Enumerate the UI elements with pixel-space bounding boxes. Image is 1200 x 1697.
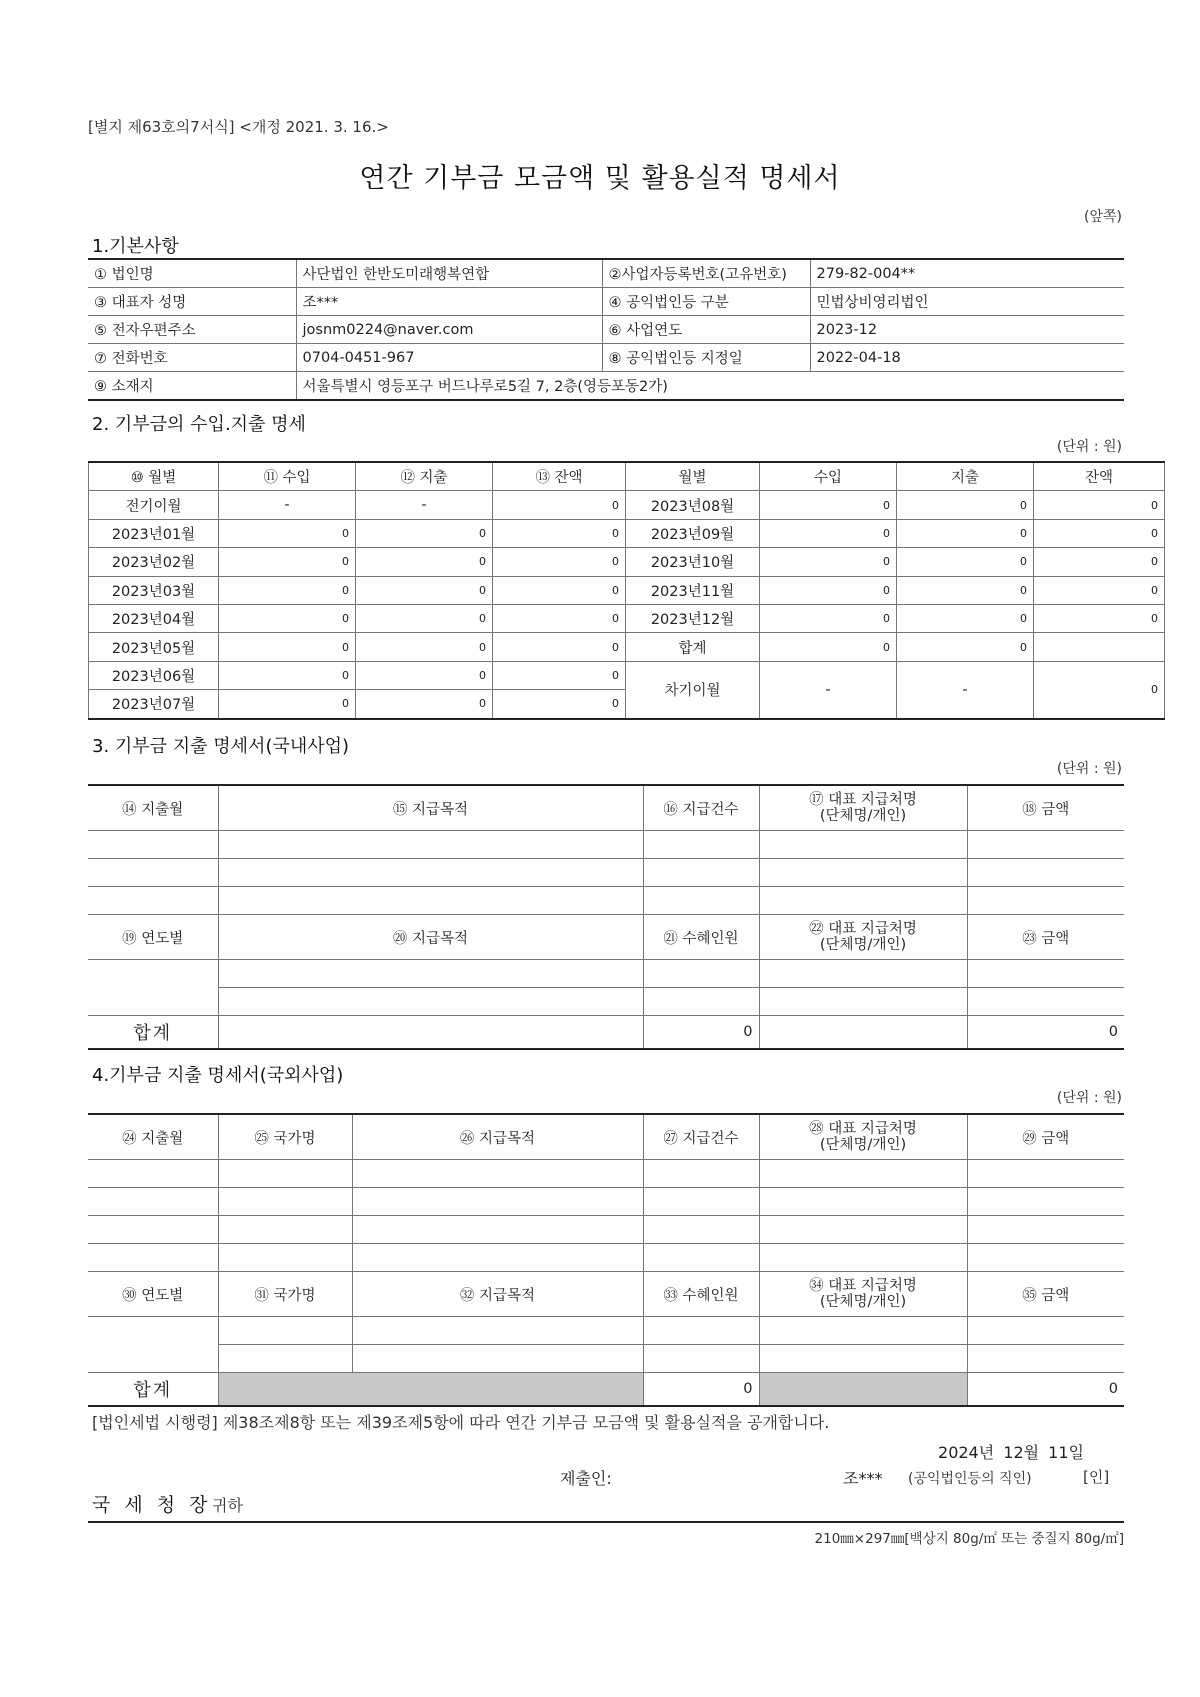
col-country-2: ㉛ 국가명 <box>218 1272 352 1317</box>
basic-row <box>88 316 1124 344</box>
col-amount: ⑱ 금액 <box>967 785 1124 831</box>
section-domestic-title: 3. 기부금 지출 명세서(국내사업) <box>92 736 350 757</box>
table-row <box>88 831 1124 859</box>
balance-cell: 0 <box>1034 604 1165 632</box>
col-count: ⑯ 지급건수 <box>643 785 759 831</box>
col-recipient-line1: ⑰ 대표 지급처명 <box>809 792 917 808</box>
col-month: ⑩ 월별 <box>89 462 219 491</box>
legal-notice: [법인세법 시행령] 제38조제8항 또는 제39조제5항에 따라 연간 기부금 모금액 및 활용실적을 공개합니다. <box>92 1413 830 1432</box>
label-corp-name: ① 법인명 <box>88 259 296 288</box>
expense-cell: 0 <box>356 548 493 576</box>
total-count: 0 <box>643 1373 759 1407</box>
value-phone: 0704-0451-967 <box>296 344 602 372</box>
table-row <box>88 1216 1124 1244</box>
col-beneficiaries: ㉑ 수혜인원 <box>643 915 759 960</box>
basic-row <box>88 288 1124 316</box>
month-cell: 2023년09월 <box>626 519 760 547</box>
income-cell: - <box>219 491 356 519</box>
unit-label: (단위 : 원) <box>1056 761 1122 777</box>
col-recipient <box>759 1114 967 1160</box>
balance-cell: 0 <box>1034 491 1165 519</box>
col-amount-2: ㉓ 금액 <box>967 915 1124 960</box>
table-row <box>88 960 1124 988</box>
col-recipient-2-line1: ㉞ 대표 지급처명 <box>809 1278 917 1294</box>
income-cell: 0 <box>760 576 897 604</box>
seal-mark: [인] <box>1083 1468 1110 1486</box>
label-corp-type: ④ 공익법인등 구분 <box>602 288 810 316</box>
col-expense-2: 지출 <box>897 462 1034 491</box>
carry-forward-label: 차기이월 <box>626 661 760 718</box>
section-overseas-title: 4.기부금 지출 명세서(국외사업) <box>92 1065 344 1086</box>
balance-cell: 0 <box>493 604 626 632</box>
balance-cell: 0 <box>493 690 626 719</box>
income-cell: 0 <box>760 491 897 519</box>
value-representative: 조*** <box>296 288 602 316</box>
section-income-title: 2. 기부금의 수입.지출 명세 <box>92 414 306 435</box>
col-year: ⑲ 연도별 <box>88 915 218 960</box>
table-row <box>89 491 1165 519</box>
shaded-cell <box>218 1373 643 1407</box>
balance-cell: 0 <box>1034 519 1165 547</box>
paper-spec: 210㎜×297㎜[백상지 80g/㎡ 또는 중질지 80g/㎡] <box>814 1531 1124 1547</box>
overseas-expense-table <box>88 1113 1124 1407</box>
overseas-total-row <box>88 1373 1124 1407</box>
expense-cell: 0 <box>897 604 1034 632</box>
month-cell: 2023년08월 <box>626 491 760 519</box>
col-purpose: ⑮ 지급목적 <box>218 785 643 831</box>
submitter-name: 조*** <box>843 1469 883 1488</box>
label-fiscal-year: ⑥ 사업연도 <box>602 316 810 344</box>
income-cell: 0 <box>219 604 356 632</box>
col-recipient-line1: ㉘ 대표 지급처명 <box>809 1121 917 1137</box>
carry-forward-income: - <box>760 661 897 718</box>
income-cell: 0 <box>219 633 356 661</box>
income-cell: 0 <box>760 548 897 576</box>
income-cell: 0 <box>760 604 897 632</box>
income-expense-table <box>88 461 1165 720</box>
label-address: ⑨ 소재지 <box>88 372 296 401</box>
domestic-header-row <box>88 785 1124 831</box>
col-income: ⑪ 수입 <box>219 462 356 491</box>
expense-cell: 0 <box>356 604 493 632</box>
unit-label: (단위 : 원) <box>1056 1090 1122 1106</box>
col-recipient-line2: (단체명/개인) <box>819 1137 907 1153</box>
label-representative: ③ 대표자 성명 <box>88 288 296 316</box>
basic-info-table <box>88 258 1124 401</box>
basic-row <box>88 372 1124 401</box>
total-label: 합계 <box>88 1373 218 1407</box>
total-label: 합계 <box>88 1016 218 1050</box>
section-basic-title: 1.기본사항 <box>92 236 179 257</box>
value-email: josnm0224@naver.com <box>296 316 602 344</box>
table-row <box>89 604 1165 632</box>
col-recipient-2-line2: (단체명/개인) <box>819 937 907 953</box>
value-designation-date: 2022-04-18 <box>810 344 1124 372</box>
bottom-divider <box>88 1521 1124 1523</box>
value-corp-type: 민법상비영리법인 <box>810 288 1124 316</box>
expense-cell: 0 <box>356 519 493 547</box>
col-balance: ⑬ 잔액 <box>493 462 626 491</box>
table-row <box>88 1160 1124 1188</box>
month-cell: 2023년04월 <box>89 604 219 632</box>
table-row <box>89 548 1165 576</box>
col-expense-month: ㉔ 지출월 <box>88 1114 218 1160</box>
income-cell: 0 <box>219 661 356 689</box>
col-month-2: 월별 <box>626 462 760 491</box>
label-business-number: ②사업자등록번호(고유번호) <box>602 259 810 288</box>
col-recipient-2 <box>759 915 967 960</box>
income-cell: 0 <box>219 548 356 576</box>
form-reference: [별지 제63호의7서식] <개정 2021. 3. 16.> <box>88 118 389 136</box>
label-phone: ⑦ 전화번호 <box>88 344 296 372</box>
income-cell: 0 <box>219 690 356 719</box>
expense-cell: 0 <box>356 633 493 661</box>
col-amount-2: ㉟ 금액 <box>967 1272 1124 1317</box>
month-cell: 2023년06월 <box>89 661 219 689</box>
income-cell: 0 <box>760 519 897 547</box>
document-title: 연간 기부금 모금액 및 활용실적 명세서 <box>359 163 841 194</box>
balance-cell: 0 <box>493 548 626 576</box>
basic-row <box>88 344 1124 372</box>
table-row <box>88 1317 1124 1345</box>
col-purpose-2: ㉜ 지급목적 <box>352 1272 643 1317</box>
total-count: 0 <box>643 1016 759 1050</box>
domestic-expense-table <box>88 784 1124 1050</box>
col-beneficiaries: ㉝ 수혜인원 <box>643 1272 759 1317</box>
value-address: 서울특별시 영등포구 버드나루로5길 7, 2층(영등포동2가) <box>296 372 1124 401</box>
total-label-cell: 합계 <box>626 633 760 661</box>
col-country: ㉕ 국가명 <box>218 1114 352 1160</box>
page-side-note: (앞쪽) <box>1084 209 1122 225</box>
balance-cell: 0 <box>493 633 626 661</box>
month-cell: 전기이월 <box>89 491 219 519</box>
table-row <box>88 988 1124 1016</box>
label-designation-date: ⑧ 공익법인등 지정일 <box>602 344 810 372</box>
month-cell: 2023년01월 <box>89 519 219 547</box>
overseas-header-row <box>88 1114 1124 1160</box>
value-corp-name: 사단법인 한반도미래행복연합 <box>296 259 602 288</box>
expense-cell: 0 <box>356 690 493 719</box>
total-amount: 0 <box>967 1373 1124 1407</box>
table-row <box>88 1188 1124 1216</box>
col-amount: ㉙ 금액 <box>967 1114 1124 1160</box>
month-cell: 2023년02월 <box>89 548 219 576</box>
income-cell: 0 <box>219 576 356 604</box>
domestic-header-row-2 <box>88 915 1124 960</box>
table-row <box>88 859 1124 887</box>
expense-total-cell: 0 <box>897 633 1034 661</box>
total-amount: 0 <box>967 1016 1124 1050</box>
month-cell: 2023년12월 <box>626 604 760 632</box>
shaded-cell <box>759 1373 967 1407</box>
expense-cell: 0 <box>897 491 1034 519</box>
carry-forward-balance: 0 <box>1034 661 1165 718</box>
table-row <box>88 1345 1124 1373</box>
col-count: ㉗ 지급건수 <box>643 1114 759 1160</box>
table-row <box>89 576 1165 604</box>
domestic-total-row <box>88 1016 1124 1050</box>
month-cell: 2023년07월 <box>89 690 219 719</box>
table-row <box>89 633 1165 661</box>
submitter-label: 제출인: <box>560 1469 612 1488</box>
balance-cell: 0 <box>493 661 626 689</box>
expense-cell: - <box>356 491 493 519</box>
value-business-number: 279-82-004** <box>810 259 1124 288</box>
expense-cell: 0 <box>897 548 1034 576</box>
table-row <box>89 519 1165 547</box>
balance-cell: 0 <box>493 491 626 519</box>
recipient-honorific: 귀하 <box>212 1496 243 1515</box>
col-purpose: ㉖ 지급목적 <box>352 1114 643 1160</box>
col-expense-month: ⑭ 지출월 <box>88 785 218 831</box>
submitter-role: (공익법인등의 직인) <box>908 1471 1032 1487</box>
col-recipient-2 <box>759 1272 967 1317</box>
col-recipient-line2: (단체명/개인) <box>819 808 907 824</box>
month-cell: 2023년03월 <box>89 576 219 604</box>
carry-forward-expense: - <box>897 661 1034 718</box>
basic-row <box>88 259 1124 288</box>
table-row <box>88 887 1124 915</box>
label-email: ⑤ 전자우편주소 <box>88 316 296 344</box>
balance-cell: 0 <box>493 576 626 604</box>
expense-cell: 0 <box>356 661 493 689</box>
expense-cell: 0 <box>897 576 1034 604</box>
recipient-authority: 국 세 청 장 <box>92 1494 212 1516</box>
submission-date: 2024년 12월 11일 <box>938 1443 1084 1462</box>
value-fiscal-year: 2023-12 <box>810 316 1124 344</box>
unit-label: (단위 : 원) <box>1056 439 1122 455</box>
table-row <box>89 661 1165 689</box>
col-year: ㉚ 연도별 <box>88 1272 218 1317</box>
expense-cell: 0 <box>897 519 1034 547</box>
col-recipient <box>759 785 967 831</box>
overseas-header-row-2 <box>88 1272 1124 1317</box>
col-income-2: 수입 <box>760 462 897 491</box>
income-cell: 0 <box>219 519 356 547</box>
balance-cell: 0 <box>493 519 626 547</box>
month-cell: 2023년11월 <box>626 576 760 604</box>
balance-cell: 0 <box>1034 548 1165 576</box>
income-header-row <box>89 462 1165 491</box>
balance-cell: 0 <box>1034 576 1165 604</box>
table-row <box>88 1244 1124 1272</box>
col-recipient-2-line2: (단체명/개인) <box>819 1294 907 1310</box>
col-balance-2: 잔액 <box>1034 462 1165 491</box>
month-cell: 2023년05월 <box>89 633 219 661</box>
col-expense: ⑫ 지출 <box>356 462 493 491</box>
col-recipient-2-line1: ㉒ 대표 지급처명 <box>809 921 917 937</box>
col-purpose-2: ⑳ 지급목적 <box>218 915 643 960</box>
income-total-cell: 0 <box>760 633 897 661</box>
expense-cell: 0 <box>356 576 493 604</box>
month-cell: 2023년10월 <box>626 548 760 576</box>
balance-total-cell <box>1034 633 1165 661</box>
